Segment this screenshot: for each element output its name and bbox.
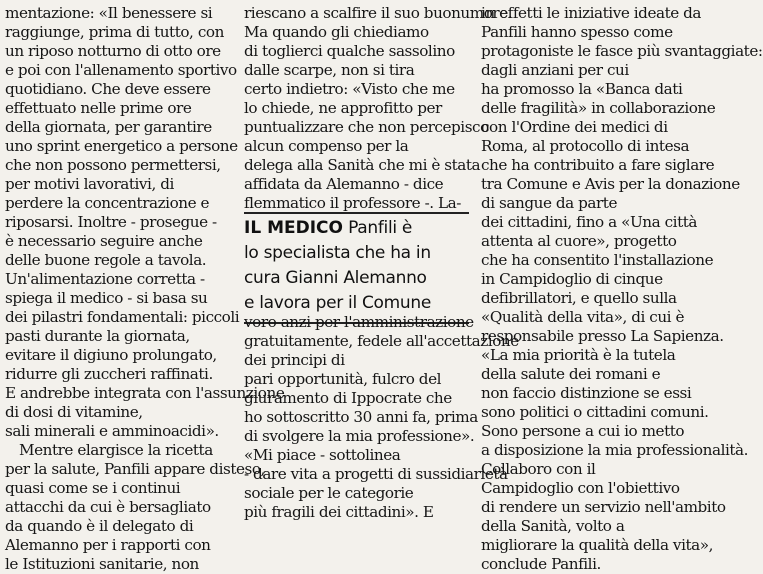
- text-line: della giornata, per garantire: [5, 118, 212, 136]
- text-line: effettuato nelle prime ore: [5, 99, 192, 117]
- text-line: che non possono permettersi,: [5, 156, 221, 174]
- text-line: Alemanno per i rapporti con: [5, 536, 211, 554]
- pullquote-line: lo specialista che ha in: [244, 243, 431, 263]
- text-line: da quando è il delegato di: [5, 517, 194, 535]
- text-line: affidata da Alemanno - dice: [244, 175, 444, 193]
- text-line: attacchi da cui è bersagliato: [5, 498, 211, 516]
- text-line: che ha contribuito a fare siglare: [481, 156, 715, 174]
- text-line: «Mi piace - sottolinea: [244, 446, 401, 464]
- text-line: di sangue da parte: [481, 194, 617, 212]
- text-line: riescano a scalfire il suo buonumore.: [244, 4, 513, 22]
- text-line: «La mia priorità è la tutela: [481, 346, 676, 364]
- text-line: pasti durante la giornata,: [5, 327, 190, 345]
- text-line: - dare vita a progetti di sussidiarietà: [244, 465, 508, 483]
- text-line: flemmatico il professore -. La-: [244, 194, 461, 212]
- paragraph-start-line: Mentre elargisce la ricetta: [19, 441, 213, 459]
- text-line: a disposizione la mia professionalità.: [481, 441, 749, 459]
- text-line: delle fragilità» in collaborazione: [481, 99, 716, 117]
- text-line: riposarsi. Inoltre - prosegue -: [5, 213, 217, 231]
- text-line: alcun compenso per la: [244, 137, 409, 155]
- text-line: di svolgere la mia professione».: [244, 427, 475, 445]
- text-line: Panfili hanno spesso come: [481, 23, 673, 41]
- text-line: sali minerali e amminoacidi».: [5, 422, 219, 440]
- article-column-3: [481, 4, 763, 574]
- text-line: Un'alimentazione corretta -: [5, 270, 205, 288]
- text-line: spiega il medico - si basa su: [5, 289, 208, 307]
- text-line: delle buone regole a tavola.: [5, 251, 207, 269]
- text-line: ho sottoscritto 30 anni fa, prima: [244, 408, 478, 426]
- pullquote-line: e lavora per il Comune: [244, 293, 432, 313]
- article-column-1: [5, 4, 285, 574]
- text-line: è necessario seguire anche: [5, 232, 203, 250]
- text-line: in effetti le iniziative ideate da: [481, 4, 702, 22]
- text-line: Roma, al protocollo di intesa: [481, 137, 690, 155]
- text-line: conclude Panfili.: [481, 555, 601, 573]
- pullquote-kicker: IL MEDICO: [244, 218, 343, 238]
- text-line: certo indietro: «Visto che me: [244, 80, 455, 98]
- text-line: ridurre gli zuccheri raffinati.: [5, 365, 213, 383]
- pullquote-top-rule: [244, 212, 469, 214]
- text-line: sociale per le categorie: [244, 484, 414, 502]
- text-line: voro anzi per l'amministrazione: [244, 313, 474, 331]
- text-line: di rendere un servizio nell'ambito: [481, 498, 726, 516]
- text-line: pari opportunità, fulcro del: [244, 370, 442, 388]
- text-line: evitare il digiuno prolungato,: [5, 346, 217, 364]
- text-line: attenta al cuore», progetto: [481, 232, 677, 250]
- text-line: «Qualità della vita», di cui è: [481, 308, 684, 326]
- text-line: lo chiede, ne approfitto per: [244, 99, 442, 117]
- text-line: sono politici o cittadini comuni.: [481, 403, 709, 421]
- text-line: con l'Ordine dei medici di: [481, 118, 668, 136]
- text-line: tra Comune e Avis per la donazione: [481, 175, 740, 193]
- text-line: della Sanità, volto a: [481, 517, 625, 535]
- text-line: protagoniste le fasce più svantaggiate:: [481, 42, 763, 60]
- text-line: perdere la concentrazione e: [5, 194, 210, 212]
- text-line: quasi come se i continui: [5, 479, 181, 497]
- text-line: uno sprint energetico a persone: [5, 137, 238, 155]
- text-line: dei pilastri fondamentali: piccoli: [5, 308, 240, 326]
- text-line: e poi con l'allenamento sportivo: [5, 61, 237, 79]
- article-column-2-top: [244, 4, 513, 213]
- text-line: non faccio distinzione se essi: [481, 384, 692, 402]
- text-line: dagli anziani per cui: [481, 61, 629, 79]
- text-line: per motivi lavorativi, di: [5, 175, 174, 193]
- text-line: Collaboro con il: [481, 460, 596, 478]
- text-line: E andrebbe integrata con l'assunzione: [5, 384, 285, 402]
- text-line: che ha consentito l'installazione: [481, 251, 714, 269]
- text-line: quotidiano. Che deve essere: [5, 80, 211, 98]
- pullquote-line: [244, 216, 472, 241]
- text-line: dei principi di: [244, 351, 345, 369]
- text-line: di toglierci qualche sassolino: [244, 42, 455, 60]
- text-line: in Campidoglio di cinque: [481, 270, 663, 288]
- text-line: puntualizzare che non percepisco: [244, 118, 489, 136]
- text-line: responsabile presso La Sapienza.: [481, 327, 724, 345]
- text-line: Campidoglio con l'obiettivo: [481, 479, 680, 497]
- text-line: di dosi di vitamine,: [5, 403, 143, 421]
- text-line: migliorare la qualità della vita»,: [481, 536, 713, 554]
- text-line: dei cittadini, fino a «Una città: [481, 213, 697, 231]
- text-line: le Istituzioni sanitarie, non: [5, 555, 199, 573]
- text-line: per la salute, Panfili appare disteso,: [5, 460, 265, 478]
- pullquote: [244, 216, 472, 316]
- text-line: della salute dei romani e: [481, 365, 661, 383]
- text-line: più fragili dei cittadini». E: [244, 503, 434, 521]
- pullquote-text: Panfili è: [348, 218, 413, 238]
- text-line: un riposo notturno di otto ore: [5, 42, 221, 60]
- text-line: Sono persone a cui io metto: [481, 422, 685, 440]
- text-line: raggiunge, prima di tutto, con: [5, 23, 224, 41]
- text-line: defibrillatori, e quello sulla: [481, 289, 677, 307]
- text-line: gratuitamente, fedele all'accettazione: [244, 332, 519, 350]
- text-line: delega alla Sanità che mi è stata: [244, 156, 481, 174]
- text-line: dalle scarpe, non si tira: [244, 61, 415, 79]
- text-line: giuramento di Ippocrate che: [244, 389, 452, 407]
- text-line: ha promosso la «Banca dati: [481, 80, 683, 98]
- pullquote-line: cura Gianni Alemanno: [244, 268, 427, 288]
- article-column-2-bottom: [244, 313, 519, 522]
- text-line: mentazione: «Il benessere si: [5, 4, 213, 22]
- text-line: Ma quando gli chiediamo: [244, 23, 429, 41]
